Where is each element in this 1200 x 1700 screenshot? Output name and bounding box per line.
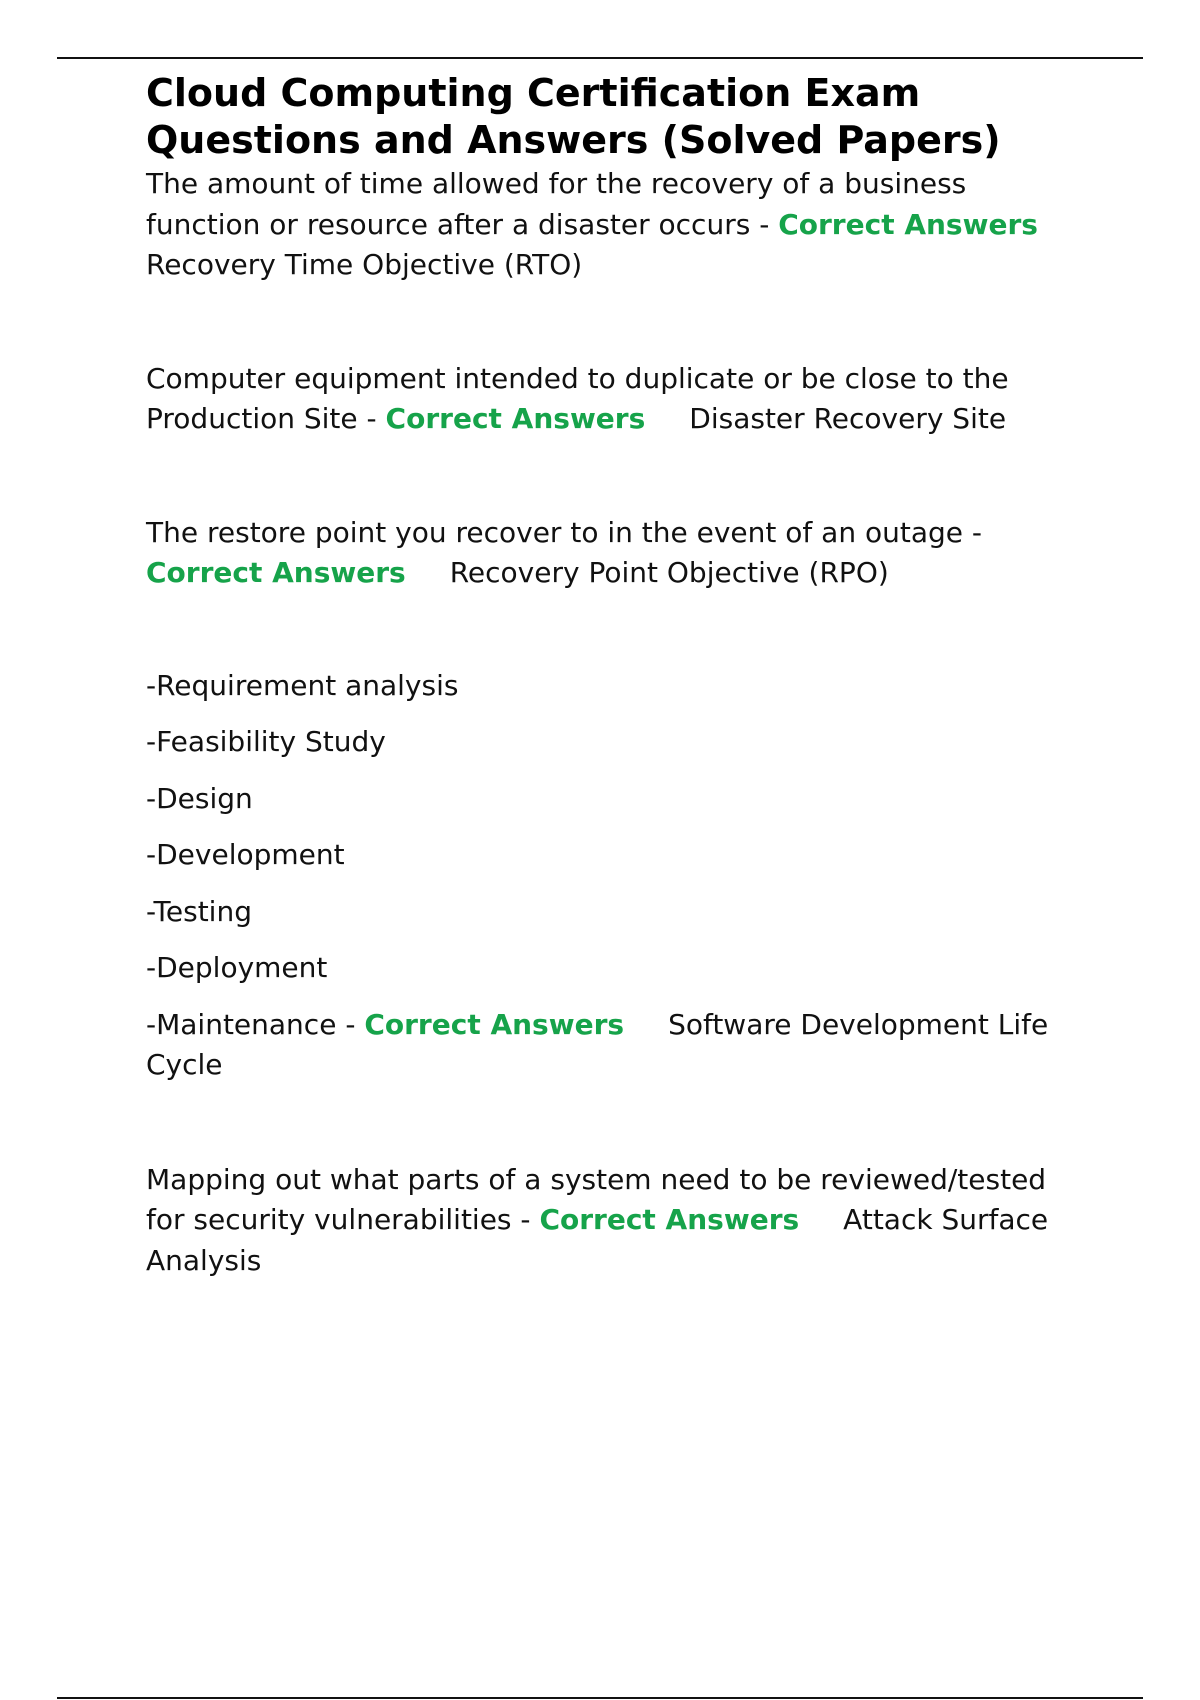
document-page: [146, 70, 1086, 1281]
correct-answers-label: Correct Answers: [146, 556, 406, 589]
list-line: -Development: [146, 838, 345, 871]
list-last-line: [146, 1005, 1086, 1086]
question-text: The restore point you recover to in the event of an outage: [146, 515, 963, 549]
document-title: Cloud Computing Certification Exam Questions and Answers (Solved Papers): [146, 71, 1001, 162]
qa-item-2: [146, 359, 1086, 440]
correct-answers-label: Correct Answers: [364, 1007, 625, 1041]
qa-item-3: [146, 513, 1086, 594]
separator: -: [357, 402, 386, 435]
separator: -: [750, 207, 779, 241]
answer-text: Disaster Recovery Site: [689, 402, 1007, 435]
list-line: -Design: [146, 781, 253, 815]
qa-item-1: [146, 164, 1086, 286]
correct-answers-label: Correct Answers: [539, 1203, 800, 1236]
correct-answers-label: Correct Answers: [778, 207, 1038, 241]
answer-text: Attack Surface Analysis: [146, 1203, 1049, 1277]
correct-answers-label: Correct Answers: [385, 402, 646, 435]
top-rule: [57, 57, 1143, 59]
answer-text: Recovery Point Objective (RPO): [449, 556, 889, 589]
separator: -: [511, 1203, 540, 1236]
separator: -: [962, 515, 982, 549]
answer-text: Recovery Time Objective (RTO): [146, 248, 583, 281]
separator: -: [336, 1007, 365, 1041]
qa-item-5: [146, 1160, 1086, 1282]
list-line: -Testing: [146, 894, 252, 928]
question-text: The amount of time allowed for the recovery of a business function or resource after a disaster occurs: [146, 167, 967, 241]
list-line: -Feasibility Study: [146, 725, 386, 758]
qa-item-4: [146, 666, 1086, 1086]
answer-text: Software Development Life Cycle: [146, 1007, 1049, 1081]
question-text: Computer equipment intended to duplicate or be close to the Production Site: [146, 361, 1009, 435]
bottom-rule: [57, 1697, 1143, 1699]
list-line: -Requirement analysis: [146, 668, 459, 702]
question-text: Mapping out what parts of a system need to be reviewed/tested for security vulnerabilities: [146, 1162, 1047, 1236]
list-line: -Deployment: [146, 951, 328, 984]
list-line: -Maintenance: [146, 1007, 337, 1041]
